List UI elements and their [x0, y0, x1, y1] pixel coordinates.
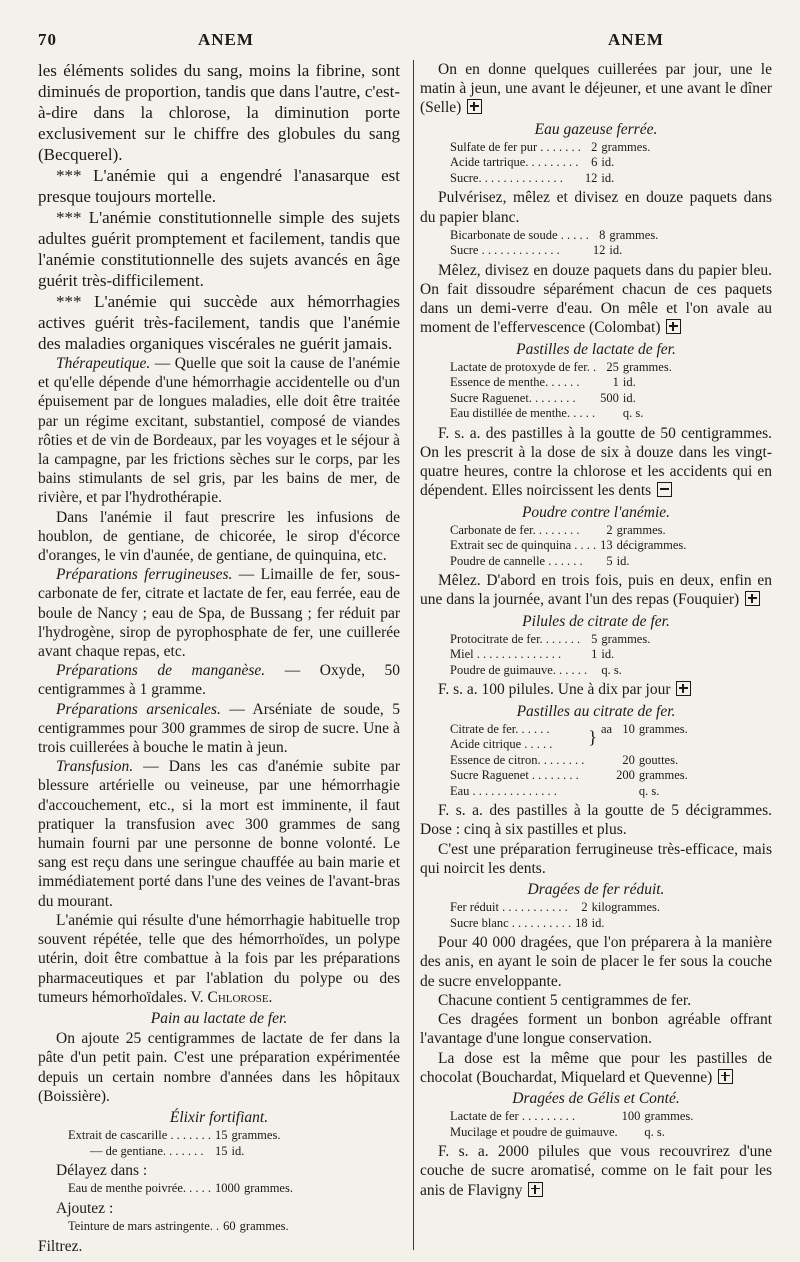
recipe-table	[68, 1128, 284, 1159]
section-text: — Limaille de fer, sous-carbonate de fer, citrate et lactate de fer, eau ferrée, eau de boule de Nancy ; eau de Spa, de Bussang ; fer réduit par l'hydrogène, sirop de pyrophosphate de fer, une cuillerée avant chaque repas, etc.	[38, 566, 401, 661]
table-row	[450, 523, 690, 539]
quantity: 18	[575, 915, 588, 930]
quantity: 2	[591, 139, 598, 154]
section-label: Préparations de manganèse.	[56, 662, 266, 680]
ingredient: Essence de citron. . . . . . . .	[450, 752, 585, 767]
table-row	[68, 1181, 297, 1197]
recipe-title: Pilules de citrate de fer.	[522, 612, 670, 630]
paragraph: Pulvérisez, mêlez et divisez en douze paquets dans du papier blanc.	[420, 189, 772, 226]
unit: id.	[609, 243, 623, 258]
unit: id.	[616, 553, 630, 568]
boxed-plus-icon	[666, 319, 681, 334]
quantity: 10	[622, 721, 635, 736]
paragraph-text: Mêlez, divisez en douze paquets dans du papier bleu. On fait dissoudre séparément chacun de ces paquets dans un demi-verre d'eau. On mêle et l'on avale au moment de l'effervescence (Colombat)	[420, 261, 772, 337]
instruction: Ajoutez :	[56, 1199, 114, 1217]
unit: grammes.	[231, 1128, 281, 1143]
unit: q. s.	[601, 662, 622, 677]
recipe-title: Eau gazeuse ferrée.	[534, 120, 658, 138]
unit: grammes.	[644, 1109, 694, 1124]
quantity: 13	[600, 538, 613, 553]
arsenicales-paragraph	[38, 700, 400, 758]
table-row	[450, 737, 692, 753]
quantity: 12	[584, 170, 598, 185]
unit: grammes.	[622, 359, 672, 374]
quantity: 6	[591, 155, 598, 170]
boxed-plus-icon	[676, 681, 691, 696]
unit: id.	[622, 375, 636, 390]
recipe-title: Dragées de fer réduit.	[527, 881, 665, 899]
quantity: 5	[591, 631, 598, 646]
ingredient: Acide citrique . . . . .	[450, 737, 553, 752]
section-label: Transfusion.	[56, 758, 134, 776]
transfusion-paragraph	[38, 757, 400, 911]
table-row	[450, 722, 692, 738]
table-row	[450, 916, 664, 932]
boxed-plus-icon	[528, 1182, 543, 1197]
table-row	[450, 768, 692, 784]
table-row	[450, 663, 654, 679]
recipe-title: Pastilles de lactate de fer.	[516, 340, 676, 358]
paragraph-text: F. s. a. 100 pilules. Une à dix par jour	[438, 681, 671, 699]
table-row	[450, 140, 654, 156]
boxed-plus-icon	[718, 1069, 733, 1084]
unit: grammes.	[616, 522, 666, 537]
recipe-table	[450, 523, 690, 570]
quantity: 1000	[215, 1181, 241, 1196]
unit: grammes.	[638, 768, 688, 783]
unit: id.	[601, 647, 615, 662]
table-row	[450, 228, 662, 244]
cross-reference: Chlorose.	[207, 988, 273, 1006]
ingredient: — de gentiane. . . . . . .	[90, 1143, 204, 1158]
recipe-title: Dragées de Gélis et Conté.	[512, 1089, 680, 1107]
section-text: — Arséniate de soude, 5 centigrammes pour 300 grammes de sirop de sucre. Une à trois cuillerées à bouche le matin à jeun.	[38, 700, 400, 757]
quantity: 20	[622, 752, 635, 767]
paragraph	[420, 261, 772, 338]
paragraph: *** L'anémie qui succède aux hémorrhagies actives guérit très-facilement, tandis que l'anémie des maladies organiques viscérales ne guérit jamais.	[38, 292, 400, 353]
quantity: 12	[592, 243, 606, 258]
unit: grammes.	[244, 1181, 293, 1196]
ingredient: Protocitrate de fer. . . . . . .	[450, 631, 581, 646]
paragraph: *** L'anémie constitutionnelle simple des sujets adultes guérit promptement et facilement, tandis que l'anémie constitutionnelle des sujets avancés en âge guérit très-difficilement.	[38, 208, 400, 290]
paragraph: *** L'anémie qui a engendré l'anasarque est presque toujours mortelle.	[38, 166, 400, 206]
paragraph: Chacune contient 5 centigrammes de fer.	[438, 991, 692, 1009]
paragraph-text: Mêlez. D'abord en trois fois, puis en deux, enfin en une dans la journée, avant l'un des repas (Fouquier)	[420, 572, 772, 609]
quantity: 1	[612, 375, 619, 390]
table-row	[450, 155, 654, 171]
ingredient: Eau . . . . . . . . . . . . . .	[450, 783, 557, 798]
paragraph-text: La dose est la même que pour les pastilles de chocolat (Bouchardat, Miquelard et Quevenne)	[420, 1049, 772, 1086]
table-row	[450, 784, 692, 800]
unit: q. s.	[638, 783, 660, 798]
quantity	[600, 406, 623, 422]
paragraph: Dans l'anémie il faut prescrire les infusions de houblon, de gentiane, de chicorée, le sirop d'écorce d'oranges, le vin d'aunée, de gentiane, de quinquina, etc.	[38, 508, 400, 565]
section-text: — Quelle que soit la cause de l'anémie et qu'elle dépende d'une hémorrhagie accidentelle ou d'un épuisement par de longues maladies, elle doit être traitée par un régime excitant, substantiel, composé de viandes rôties et de vin de Bordeaux, par les voyages et le séjour à la campagne, par les frictions sèches sur le corps, par les bains stimulants de sel gris, par les bains de mer, de rivière, et par l'hydrothérapie.	[38, 355, 400, 507]
column-divider	[413, 60, 414, 1250]
left-column	[38, 60, 400, 1256]
ingredient: Teinture de mars astringente. .	[68, 1219, 220, 1234]
recipe-table	[68, 1219, 293, 1235]
paragraph: Ces dragées forment un bonbon agréable offrant l'avantage d'une longue conservation.	[420, 1011, 772, 1048]
section-label: Thérapeutique.	[56, 355, 151, 372]
unit: grammes.	[638, 721, 688, 736]
page-number: 70	[38, 30, 57, 49]
ingredient: Citrate de fer. . . . . .	[450, 721, 550, 736]
paragraph-text: F. s. a. des pastilles à la goutte de 50 centigrammes. On les prescrit à la dose de six à douze dans les vingt-quatre heures, contre la chlorose et les accidents qui en dépendent. Elles noircissent les dents	[420, 424, 772, 500]
ingredient: Lactate de protoxyde de fer. .	[450, 359, 597, 374]
unit: grammes.	[601, 139, 651, 154]
recipe-table	[450, 722, 692, 800]
ingredient: Sucre Raguenet . . . . . . . .	[450, 768, 579, 783]
quantity: 25	[606, 359, 619, 374]
ingredient: Eau de menthe poivrée. . . . .	[68, 1181, 212, 1196]
quantity	[616, 784, 639, 800]
ingredient: Poudre de guimauve. . . . . .	[450, 662, 588, 677]
instruction: Filtrez.	[38, 1237, 83, 1255]
quantity: 15	[215, 1128, 228, 1143]
table-row	[450, 1109, 697, 1125]
table-row	[450, 538, 690, 554]
left-running-title: ANEM	[198, 30, 254, 49]
recipe-table	[450, 900, 664, 931]
table-row	[68, 1128, 284, 1144]
quantity: 60	[223, 1219, 236, 1234]
instruction: Délayez dans :	[56, 1162, 148, 1180]
ingredient: Acide tartrique. . . . . . . . .	[450, 155, 579, 170]
table-row	[68, 1144, 284, 1160]
ferrugineuses-paragraph	[38, 565, 400, 661]
boxed-minus-icon	[657, 482, 672, 497]
manganese-paragraph	[38, 661, 400, 699]
quantity: 1	[591, 647, 598, 662]
table-row	[68, 1219, 293, 1235]
ingredient: Sulfate de fer pur . . . . . . .	[450, 139, 581, 154]
unit: q. s.	[622, 406, 644, 421]
paragraph: C'est une préparation ferrugineuse très-efficace, mais qui noircit les dents.	[420, 840, 772, 877]
recipe-table	[450, 360, 676, 422]
quantity: 8	[599, 227, 606, 242]
boxed-plus-icon	[745, 591, 760, 606]
ingredient: Carbonate de fer. . . . . . . .	[450, 522, 580, 537]
table-row	[450, 360, 676, 376]
ingredient: Extrait sec de quinquina . . . .	[450, 538, 597, 553]
table-row	[450, 753, 692, 769]
table-row	[450, 391, 676, 407]
section-text: L'anémie qui résulte d'une hémorrhagie habituelle trop souvent répétée, telle que des hémorrhoïdes, un polype utérin, doit être combattue à la fois par les préparations pharmaceutiques et par l'ablation du polype ou des tumeurs hémorhoïdales. V.	[38, 911, 400, 1006]
table-row	[450, 1125, 697, 1141]
unit: grammes.	[609, 227, 659, 242]
unit: gouttes.	[638, 752, 679, 767]
table-row	[450, 406, 676, 422]
ingredient: Lactate de fer . . . . . . . . .	[450, 1109, 575, 1124]
right-column	[420, 60, 772, 1200]
ingredient: Poudre de cannelle . . . . . .	[450, 553, 583, 568]
recipe-table	[450, 228, 662, 259]
section-text: — Dans les cas d'anémie subite par blessure artérielle ou veineuse, par une hémorrhagie d'accouchement, etc., si la mort est imminente, il faut pratiquer la transfusion avec 300 grammes de sang humain fourni par une personne de bonne volonté. Le sang est reçu dans une seringue chauffée au bain marie et immédiatement porté dans l'une des veines de l'avant-bras du mourant.	[38, 758, 400, 910]
paragraph	[420, 680, 772, 699]
unit: décigrammes.	[616, 538, 687, 553]
paragraph	[420, 1049, 772, 1087]
unit: id.	[591, 915, 605, 930]
table-row	[450, 554, 690, 570]
ingredient: Eau distillée de menthe. . . . .	[450, 406, 596, 421]
quantity: 5	[606, 553, 613, 568]
right-running-title: ANEM	[608, 30, 664, 49]
ingredient: Bicarbonate de soude . . . . .	[450, 227, 589, 242]
quantity: 2	[606, 522, 613, 537]
therapeutique-paragraph	[38, 354, 400, 508]
paragraph-text: F. s. a. 2000 pilules que vous recouvrirez d'une couche de sucre aromatisé, comme on le fait pour les anis de Flavigny	[420, 1143, 772, 1199]
table-row	[450, 171, 654, 187]
ingredient: Sucre blanc . . . . . . . . . .	[450, 915, 572, 930]
table-row	[450, 375, 676, 391]
paragraph: les éléments solides du sang, moins la fibrine, sont diminués de proportion, tandis que dans l'autre, c'est-à-dire dans la chlorose, la diminution porte exclusivement sur le chiffre des globules du sang (Becquerel).	[38, 61, 400, 164]
ingredient: Sucre. . . . . . . . . . . . . .	[450, 170, 563, 185]
quantity	[591, 663, 601, 679]
ingredient: Sucre . . . . . . . . . . . . .	[450, 243, 560, 258]
recipe-title: Élixir fortifiant.	[169, 1108, 269, 1126]
unit: q. s.	[644, 1124, 665, 1139]
unit: id.	[601, 155, 615, 170]
quantity	[622, 1125, 645, 1141]
unit: id.	[231, 1143, 245, 1158]
paragraph	[420, 424, 772, 501]
unit: grammes.	[239, 1219, 289, 1234]
paragraph	[420, 571, 772, 609]
unit: id.	[601, 170, 615, 185]
hemorrhagie-paragraph	[38, 911, 400, 1007]
paragraph: F. s. a. des pastilles à la goutte de 5 décigrammes. Dose : cinq à six pastilles et plus.	[420, 802, 772, 839]
recipe-table	[450, 140, 654, 187]
ingredient: Fer réduit . . . . . . . . . . .	[450, 900, 568, 915]
quantity: 100	[621, 1109, 641, 1124]
recipe-title: Pain au lactate de fer.	[150, 1009, 288, 1027]
recipe-title: Pastilles au citrate de fer.	[516, 702, 676, 720]
running-header	[38, 30, 772, 52]
ingredient: Sucre Raguenet. . . . . . . .	[450, 390, 576, 405]
paragraph-text: On en donne quelques cuillerées par jour, une le matin à jeun, une avant le déjeuner, et une avant le dîner (Selle)	[420, 61, 772, 117]
quantity: 15	[215, 1143, 228, 1158]
section-label: Préparations ferrugineuses.	[56, 566, 233, 584]
recipe-table	[68, 1181, 297, 1197]
quantity: 200	[616, 768, 635, 783]
ingredient: Essence de menthe. . . . . .	[450, 375, 580, 390]
brace: }	[588, 727, 597, 748]
ingredient: Mucilage et poudre de guimauve.	[450, 1124, 618, 1139]
table-row	[450, 243, 662, 259]
paragraph	[420, 1142, 772, 1200]
recipe-table	[450, 1109, 697, 1140]
paragraph	[420, 60, 772, 118]
recipe-title: Poudre contre l'anémie.	[521, 503, 671, 521]
aa-marker: aa	[600, 721, 613, 736]
unit: grammes.	[601, 631, 651, 646]
unit: kilogrammes.	[591, 900, 661, 915]
boxed-plus-icon	[467, 99, 482, 114]
table-row	[450, 647, 654, 663]
quantity: 2	[581, 900, 588, 915]
ingredient: Extrait de cascarille . . . . . . .	[68, 1128, 211, 1143]
section-text: — Oxyde, 50 centigrammes à 1 gramme.	[38, 662, 401, 699]
section-label: Préparations arsenicales.	[56, 700, 221, 718]
unit: id.	[622, 390, 636, 405]
recipe-table	[450, 632, 654, 679]
paragraph: Pour 40 000 dragées, que l'on préparera à la manière des anis, en ayant le soin de placer le fer sous la couche de sucre enveloppante.	[420, 934, 772, 990]
table-row	[450, 632, 654, 648]
ingredient: Miel . . . . . . . . . . . . . .	[450, 647, 562, 662]
paragraph: On ajoute 25 centigrammes de lactate de fer dans la pâte d'un petit pain. C'est une préparation expérimentée depuis un certain nombre d'années dans les hôpitaux (Boissière).	[38, 1030, 400, 1105]
table-row	[450, 900, 664, 916]
quantity: 500	[600, 390, 619, 405]
